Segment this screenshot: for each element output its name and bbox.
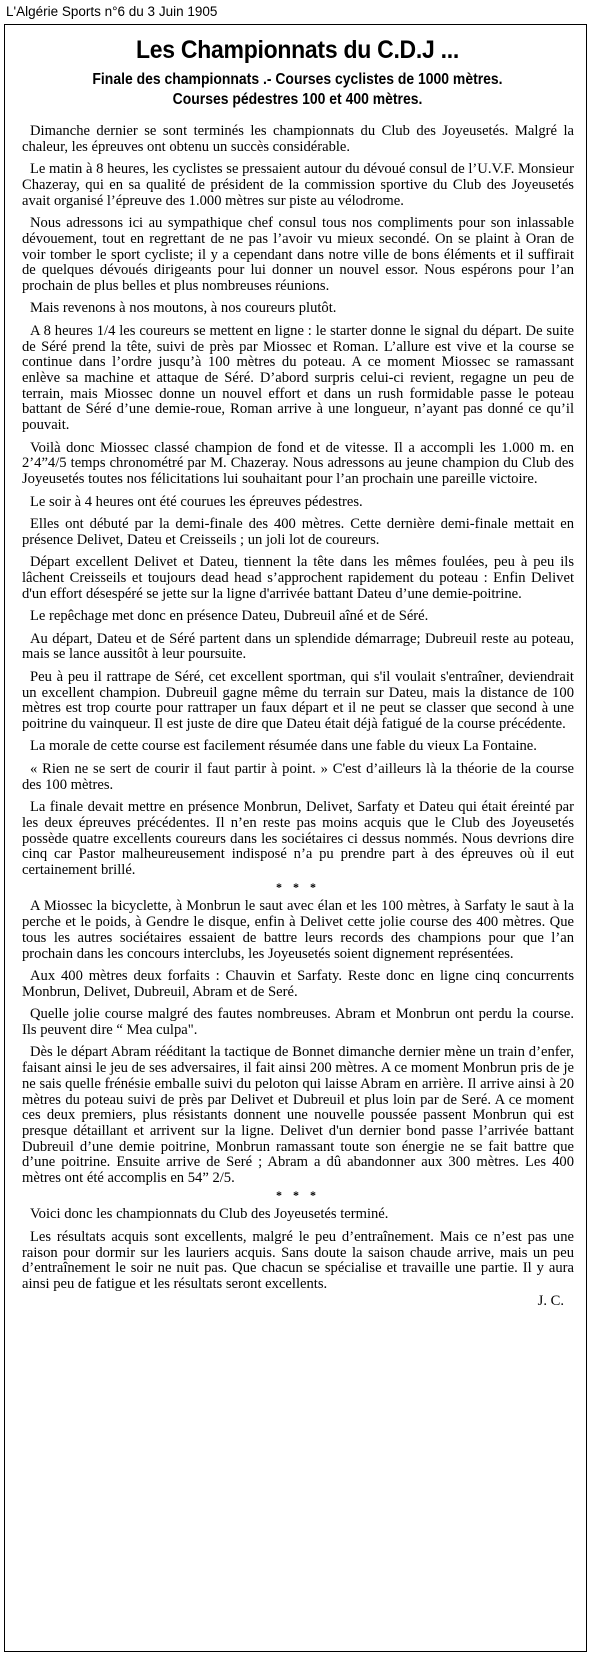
paragraph: Quelle jolie course malgré des fautes nombreuses. Abram et Monbrun ont perdu la course. Ils peuvent dire “ Mea culpa".	[22, 1006, 574, 1038]
paragraph: A Miossec la bicyclette, à Monbrun le saut avec élan et les 100 mètres, à Sarfaty le saut à la perche et le poids, à Gendre le disque, enfin à Delivet cette jolie course des 400 mètres. Que tous les autres sociétaires essaient de battre leurs records des champions pour que l’an prochain dans les concours interclubs, les Joyeusetés soient dignement représentées.	[22, 898, 574, 962]
paragraph: La morale de cette course est facilement résumée dans une fable du vieux La Fontaine.	[30, 738, 537, 755]
paragraph: Le repêchage met donc en présence Dateu, Dubreuil aîné et de Séré.	[30, 608, 429, 625]
article-subtitle	[30, 70, 566, 110]
paragraph: Départ excellent Delivet et Dateu, tiennent la tête dans les mêmes foulées, peu à peu ils lâchent Creisseils et toujours dead head s’approchent rapidement du poteau : Enfin Delivet d'un effort désespéré se jette sur la ligne d'arrivée battant Dateu d’une demie-poitrine.	[22, 554, 574, 602]
section-separator: * * *	[276, 879, 320, 894]
subtitle-line-2: Courses pédestres 100 et 400 mètres.	[172, 91, 423, 108]
paragraph: Aux 400 mètres deux forfaits : Chauvin et Sarfaty. Reste donc en ligne cinq concurrents Monbrun, Delivet, Dubreuil, Abram et de Seré.	[22, 968, 574, 1000]
paragraph: A 8 heures 1/4 les coureurs se mettent en ligne : le starter donne le signal du départ. De suite de Séré prend la tête, suivi de près par Miossec et Roman. L’allure est vive et la course se continue dans l’ordre jusqu’à 100 mètres du poteau. A ce moment Miossec se ramassant enlève sa machine et attaque de Séré. D’abord surpris celui-ci revient, regagne un peu de terrain, mais Miossec donne un nouvel effort et dans un rush formidable passe le poteau battant de Séré d’une demie-roue, Roman arrive à une longueur, n’ayant pas donné ce qu’il pouvait.	[22, 322, 574, 434]
paragraph: Les résultats acquis sont excellents, malgré le peu d’entraînement. Mais ce n’est pas une raison pour dormir sur les lauriers acquis. Sans doute la saison chaude arrive, mais un peu d’entraînement le soir ne nuit pas. Que chacun se spécialise et travaille une partie. Il y aura ainsi peu de fatigue et les résultats seront excellents.	[22, 1228, 574, 1293]
paragraph: Voici donc les championnats du Club des Joyeusetés terminé.	[30, 1206, 389, 1223]
paragraph: « Rien ne se sert de courir il faut partir à point. » C'est d’ailleurs là la théorie de la course des 100 mètres.	[22, 760, 574, 793]
article-title: Les Championnats du C.D.J ...	[135, 36, 459, 64]
paragraph: Dimanche dernier se sont terminés les championnats du Club des Joyeusetés. Malgré la chaleur, les épreuves ont obtenu un succès considérable.	[22, 123, 574, 155]
paragraph: Au départ, Dateu et de Séré partent dans un splendide démarrage; Dubreuil reste au poteau, mais se lance aussitôt à leur poursuite.	[22, 630, 574, 663]
paragraph: Mais revenons à nos moutons, à nos coureurs plutôt.	[30, 300, 337, 317]
paragraph: Dès le départ Abram rééditant la tactique de Bonnet dimanche dernier mène un train d’enfer, faisant ainsi le jeu de ses adversaires, il fait ainsi 200 mètres. A ce moment Monbrun pris de je ne sais quelle frénésie emballe suivi du peloton qui laisse Abram en arrière. Il arrive ainsi à 20 mètres du poteau suivi de près par Delivet et Dubreuil et plus loin par de Seré. A ce moment ces deux premiers, plus résistants donnent une nouvelle poussée passent Monbrun qui est presque détaillant et arrivent sur la ligne. Delivet d'un dernier bond passe l’arrivée battant Dubreuil d’une demie poitrine, Monbrun ramassant toute son énergie ne se fait battre que d’une poitrine. Ensuite arrive de Seré ; Abram a dû abandonner aux 300 mètres. Les 400 mètres ont été accomplis en 54” 2/5.	[22, 1044, 574, 1187]
paragraph: Voilà donc Miossec classé champion de fond et de vitesse. Il a accompli les 1.000 m. en 2’4”4/5 temps chronométré par M. Chazeray. Nous adressons au jeune champion du Club des Joyeusetés toutes nos félicitations lui souhaitant pour l’an prochain une pareille victoire.	[22, 439, 574, 488]
source-line: L'Algérie Sports n°6 du 3 Juin 1905	[6, 4, 218, 19]
article-body	[22, 124, 574, 1309]
paragraph: La finale devait mettre en présence Monbrun, Delivet, Sarfaty et Dateu qui était éreinté par les deux épreuves précédentes. Il n’en reste pas moins acquis que le Club des Joyeusetés possède quatre excellents coureurs dans les sociétaires ci dessus nommés. Nous devrions dire cinq car Pastor malheureusement indisposé n’a pu prendre part à des épreuves où il eut certainement brillé.	[22, 799, 574, 878]
author-signature: J. C.	[537, 1292, 564, 1309]
section-separator: * * *	[276, 1187, 320, 1202]
paragraph: Le matin à 8 heures, les cyclistes se pressaient autour du dévoué consul de l’U.V.F. Monsieur Chazeray, qui en sa qualité de président de la commission sportive du Club des Joyeusetés avait organisé l’épreuve des 1.000 mètres sur piste au vélodrome.	[22, 161, 574, 209]
paragraph: Nous adressons ici au sympathique chef consul tous nos compliments pour son inlassable dévouement, tout en regrettant de ne pas l’avoir vu mieux secondé. On se plaint à Oran de voir tomber le sport cycliste; il y a cependant dans notre ville de bons éléments et il suffirait de quelques dévoués dirigeants pour lui donner un nouvel essor. Nous espérons pour l’an prochain de plus belles et plus nombreuses réunions.	[22, 215, 574, 294]
paragraph: Peu à peu il rattrape de Séré, cet excellent sportman, qui s'il voulait s'entraîner, deviendrait un excellent champion. Dubreuil gagne même du terrain sur Dateu, mais la distance de 100 mètres est trop courte pour rattraper un faux départ et il ne peut se classer que second à une poitrine du vainqueur. Il est juste de dire que Dateu était déjà fatigué de la course précédente.	[22, 668, 574, 732]
paragraph: Elles ont débuté par la demi-finale des 400 mètres. Cette dernière demi-finale mettait en présence Delivet, Dateu et Creisseils ; un joli lot de coureurs.	[22, 516, 574, 548]
subtitle-line-1: Finale des championnats .- Courses cyclistes de 1000 mètres.	[92, 71, 503, 88]
paragraph: Le soir à 4 heures ont été courues les épreuves pédestres.	[30, 493, 363, 510]
